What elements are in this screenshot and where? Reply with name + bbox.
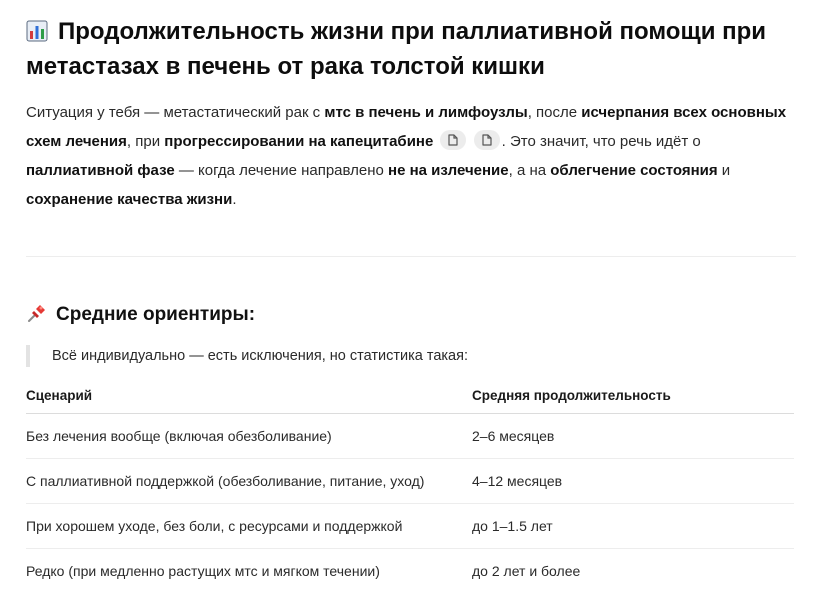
document-icon <box>482 134 492 146</box>
intro-text: Ситуация у тебя — метастатический рак с <box>26 104 324 121</box>
intro-bold: паллиативной фазе <box>26 162 175 179</box>
intro-bold: облегчение состояния <box>550 162 717 179</box>
table-row <box>26 504 794 549</box>
table-cell-duration: до 1–1.5 лет <box>472 504 794 549</box>
intro-text: — когда лечение направлено <box>175 162 388 179</box>
intro-bold: сохранение качества жизни <box>26 191 232 208</box>
note-quote <box>26 345 796 367</box>
table-cell-duration: до 2 лет и более <box>472 549 794 593</box>
intro-text: . Это значит, что речь идёт о <box>502 133 701 150</box>
table-row <box>26 414 794 459</box>
intro-text: , а на <box>509 162 551 179</box>
page-title-text: Продолжительность жизни при паллиативной помощи при метастазах в печень от рака толстой кишки <box>26 18 766 80</box>
citation-button[interactable] <box>474 130 500 150</box>
column-header-duration: Средняя продолжительность <box>472 377 794 414</box>
response-content <box>26 14 796 593</box>
table-cell-scenario: При хорошем уходе, без боли, с ресурсами и поддержкой <box>26 504 472 549</box>
intro-bold: исчерпания всех основных схем лечения <box>26 104 786 150</box>
intro-text: , при <box>127 133 164 150</box>
table-cell-scenario: С паллиативной поддержкой (обезболивание, питание, уход) <box>26 459 472 504</box>
page-title <box>26 14 796 84</box>
column-header-scenario: Сценарий <box>26 377 472 414</box>
divider <box>26 256 796 257</box>
table-header-row <box>26 377 794 414</box>
citation-button[interactable] <box>440 130 466 150</box>
intro-text: . <box>232 191 236 208</box>
intro-text: и <box>718 162 731 179</box>
scenarios-table <box>26 377 794 593</box>
section-heading <box>26 301 796 329</box>
document-icon <box>448 134 458 146</box>
intro-bold: прогрессировании на капецитабине <box>164 133 433 150</box>
intro-bold: мтс в печень и лимфоузлы <box>324 104 527 121</box>
table-cell-duration: 2–6 месяцев <box>472 414 794 459</box>
table-cell-duration: 4–12 месяцев <box>472 459 794 504</box>
intro-bold: не на излечение <box>388 162 509 179</box>
pushpin-icon <box>26 302 48 324</box>
bar-chart-icon <box>26 17 48 39</box>
note-text: Всё индивидуально — есть исключения, но статистика такая: <box>52 348 468 364</box>
table-row <box>26 459 794 504</box>
table-cell-scenario: Без лечения вообще (включая обезболивание) <box>26 414 472 459</box>
table-row <box>26 549 794 593</box>
intro-paragraph <box>26 98 796 214</box>
table-cell-scenario: Редко (при медленно растущих мтс и мягком течении) <box>26 549 472 593</box>
intro-text: , после <box>528 104 582 121</box>
section-title: Средние ориентиры: <box>56 304 255 325</box>
